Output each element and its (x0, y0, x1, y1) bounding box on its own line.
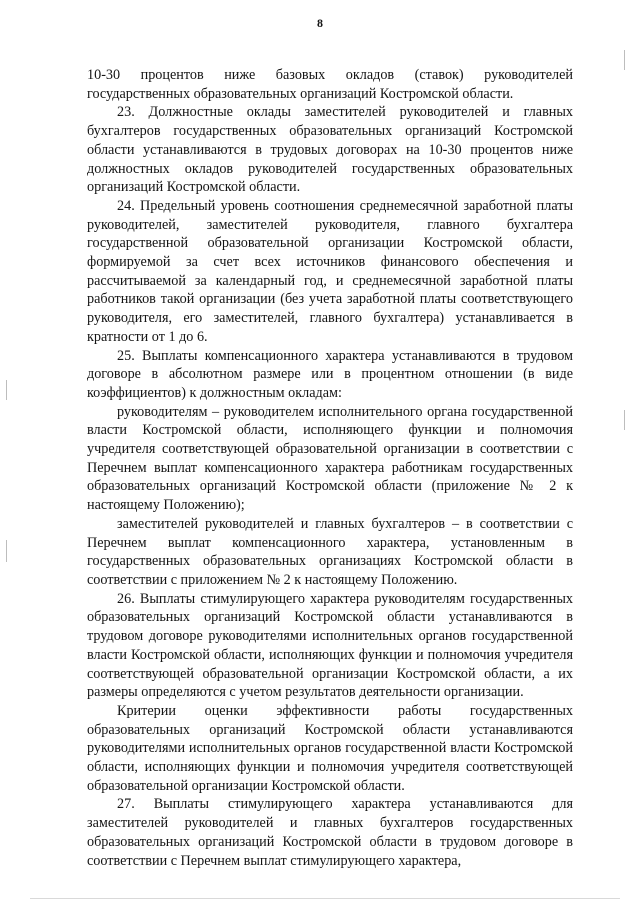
document-body (87, 66, 573, 870)
scan-margin-mark (6, 540, 7, 562)
paragraph-26: 26. Выплаты стимулирующего характера руководителям государственных образовательных организаций Костромской области устанавливаются в трудовом договоре руководителями исполнительных органов государственной власти Костромской области, исполняющих функции и полномочия учредителя соответствующей образовательной организации Костромской области, а их размеры определяются с учетом результатов деятельности организации. (87, 590, 573, 701)
scan-margin-mark (624, 410, 625, 430)
paragraph-25: 25. Выплаты компенсационного характера устанавливаются в трудовом договоре в абсолютном размере или в процентном отношении (в виде коэффициентов) к должностным окладам: (87, 347, 573, 401)
paragraph-continuation: 10-30 процентов ниже базовых окладов (ставок) руководителей государственных образовательных организаций Костромской области. (87, 67, 573, 102)
paragraph-25-deputies: заместителей руководителей и главных бухгалтеров – в соответствии с Перечнем выплат компенсационного характера, установленным в государственных образовательных организациях Костромской области в соответствии с приложением № 2 к настоящему Положению. (87, 515, 573, 588)
paragraph-23: 23. Должностные оклады заместителей руководителей и главных бухгалтеров государственных образовательных организаций Костромской области устанавливаются в трудовых договорах на 10-30 процентов ниже должностных окладов руководителей государственных образовательных организаций Костромской области. (87, 104, 573, 196)
paragraph-26-criteria: Критерии оценки эффективности работы государственных образовательных организаций Костромской области устанавливаются руководителями исполнительных органов государственной власти Костромской области, исполняющих функции и полномочия учредителя соответствующей образовательной организации Костромской области. (87, 702, 573, 794)
scan-bottom-edge (30, 898, 620, 899)
scan-margin-mark (624, 50, 625, 70)
paragraph-24: 24. Предельный уровень соотношения среднемесячной заработной платы руководителей, заместителей руководителя, главного бухгалтера государственной образовательной организации Костромской области, формируемой за счет всех источников финансового обеспечения и рассчитываемой за календарный год, и среднемесячной заработной платы работников такой организации (без учета заработной платы соответствующего руководителя, его заместителей, главного бухгалтера) устанавливается в кратности от 1 до 6. (87, 197, 573, 345)
page-number: 8 (317, 16, 323, 30)
paragraph-25-heads: руководителям – руководителем исполнительного органа государственной власти Костромской области, исполняющего функции и полномочия учредителя соответствующей образовательной организации в соответствии с Перечнем выплат компенсационного характера работникам государственных образовательных организаций Костромской области (приложение № 2 к настоящему Положению); (87, 403, 573, 514)
scan-margin-mark (6, 380, 7, 400)
paragraph-27: 27. Выплаты стимулирующего характера устанавливаются для заместителей руководителей и главных бухгалтеров государственных образовательных организаций Костромской области в трудовом договоре в соответствии с Перечнем выплат стимулирующего характера, (87, 796, 573, 869)
